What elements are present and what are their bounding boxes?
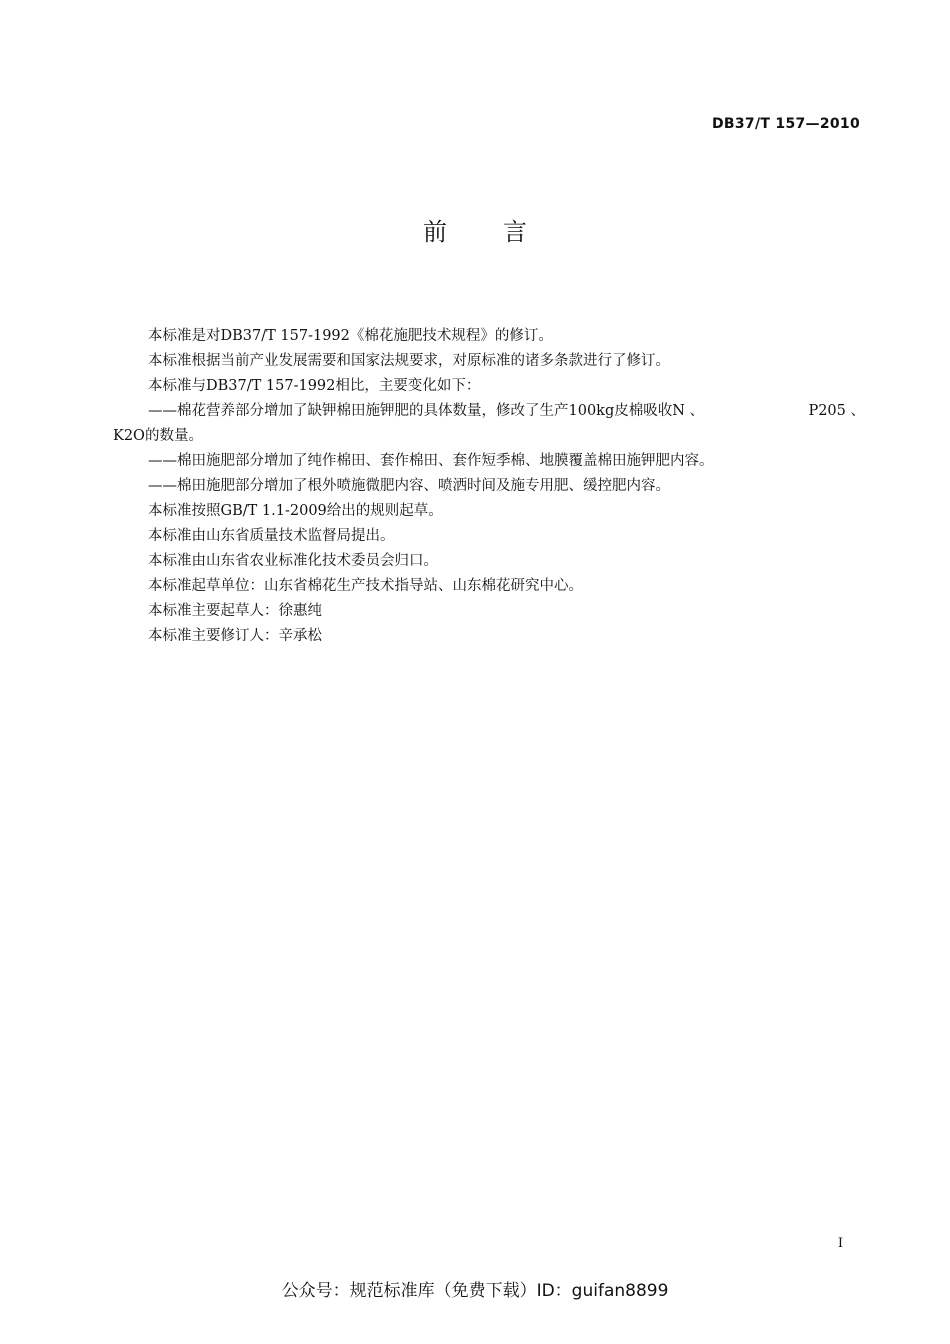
paragraph-changes-intro: 本标准与DB37/T 157-1992相比，主要变化如下：	[148, 378, 481, 394]
page-title	[0, 212, 950, 247]
foreword-body	[113, 324, 865, 649]
paragraph-main-reviser: 本标准主要修订人：辛承松	[148, 628, 322, 644]
paragraph-proposed-by: 本标准由山东省质量技术监督局提出。	[148, 528, 395, 544]
paragraph-revision: 本标准是对DB37/T 157-1992《棉花施肥技术规程》的修订。	[148, 328, 553, 344]
paragraph-change-2: ——棉田施肥部分增加了纯作棉田、套作棉田、套作短季棉、地膜覆盖棉田施钾肥内容。	[148, 453, 714, 469]
paragraph-drafting-units: 本标准起草单位：山东省棉花生产技术指导站、山东棉花研究中心。	[148, 578, 583, 594]
footer-watermark: 公众号：规范标准库（免费下载）ID：guifan8899	[281, 1281, 669, 1301]
paragraph-basis: 本标准根据当前产业发展需要和国家法规要求，对原标准的诸多条款进行了修订。	[148, 353, 670, 369]
paragraph-change-1-line-2: K2O的数量。	[113, 428, 203, 444]
paragraph-main-drafter: 本标准主要起草人：徐惠纯	[148, 603, 322, 619]
paragraph-change-3: ——棉田施肥部分增加了根外喷施微肥内容、喷洒时间及施专用肥、缓控肥内容。	[148, 478, 670, 494]
change-1-text: ——棉花营养部分增加了缺钾棉田施钾肥的具体数量，修改了生产100kg皮棉吸收N 、	[148, 403, 705, 419]
title-char-1: 前	[423, 218, 447, 246]
standard-code: DB37/T 157—2010	[712, 116, 860, 132]
paragraph-centralized-by: 本标准由山东省农业标准化技术委员会归口。	[148, 553, 438, 569]
change-1-tail: P205 、	[808, 403, 865, 419]
paragraph-change-1-line-1	[113, 399, 865, 424]
page-number: I	[837, 1236, 843, 1251]
title-char-2: 言	[503, 218, 527, 246]
paragraph-drafting-rules: 本标准按照GB/T 1.1-2009给出的规则起草。	[148, 503, 443, 519]
